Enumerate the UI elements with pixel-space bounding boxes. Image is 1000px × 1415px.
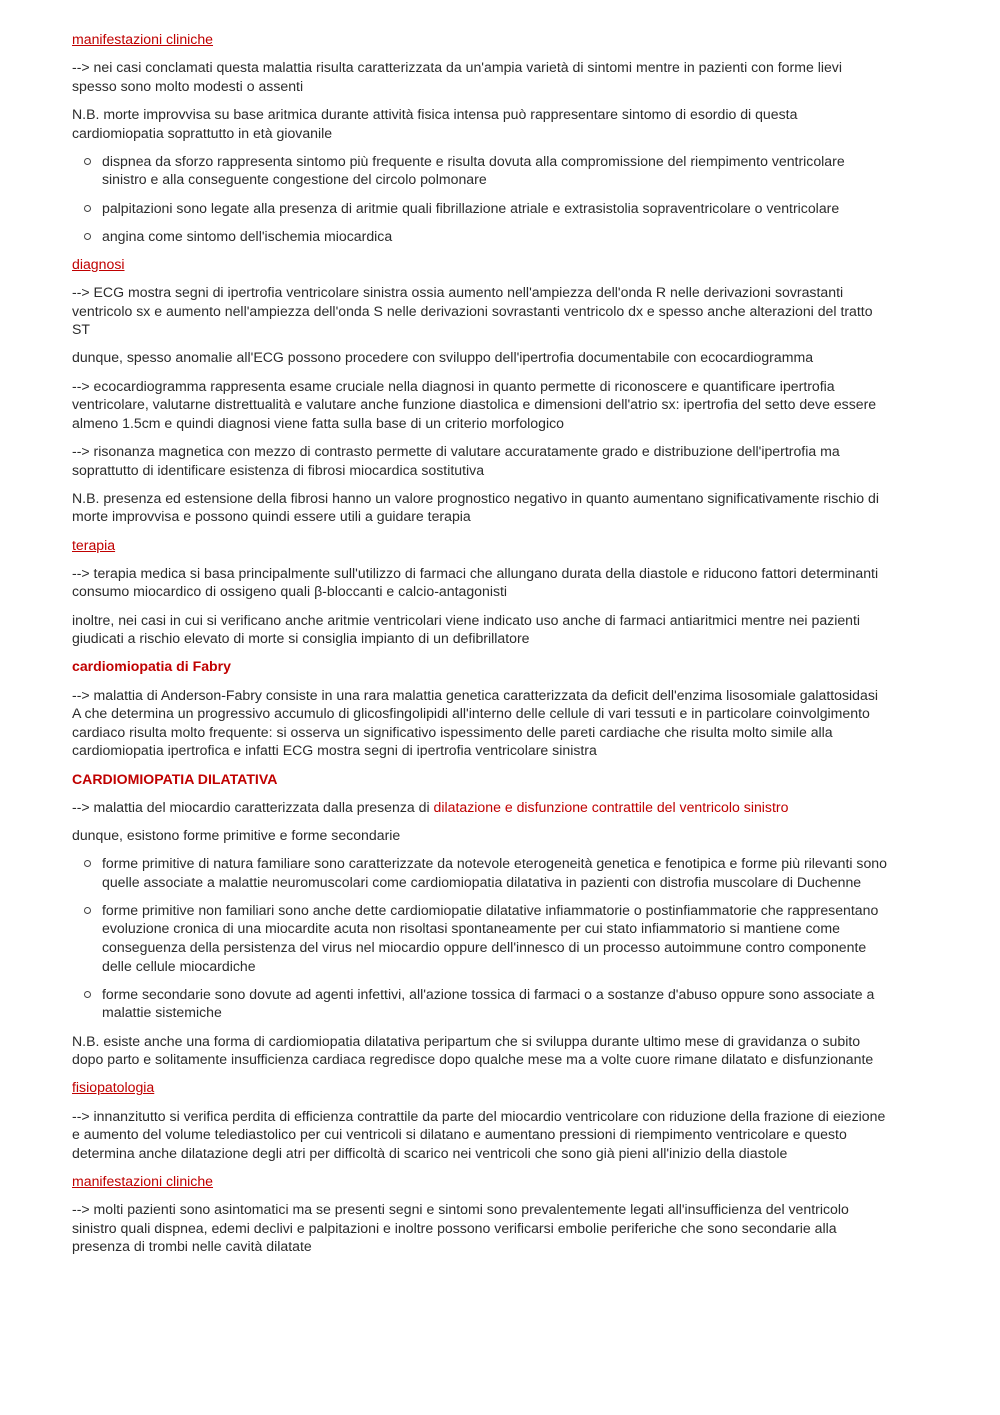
- section-link-manifestazioni-cliniche-2[interactable]: manifestazioni cliniche: [72, 1172, 214, 1189]
- paragraph: dunque, esistono forme primitive e forme secondarie: [72, 826, 401, 843]
- section-link-diagnosi[interactable]: diagnosi: [72, 255, 125, 272]
- paragraph: --> nei casi conclamati questa malattia risulta caratterizzata da un'ampia varietà di sintomi mentre in pazienti con forme lievi spesso sono molto modesti o assenti: [72, 59, 842, 94]
- section-link-fisiopatologia[interactable]: fisiopatologia: [72, 1079, 155, 1096]
- paragraph-note: N.B. esiste anche una forma di cardiomiopatia dilatativa peripartum che si sviluppa durante ultimo mese di gravidanza o subito dopo parto e solitamente insufficienza cardiaca regredisce dopo qualche mese ma a volte cuore rimane dilatato e disfunzionante: [72, 1032, 874, 1068]
- list-item: forme primitive di natura familiare sono caratterizzate da notevole eterogeneità genetica e fenotipica e forme più rilevanti sono quelle associate a malattie neuromuscolari come cardiomiopatia dilatativa in pazienti con distrofia muscolare di Duchenne: [102, 855, 887, 890]
- paragraph-note: N.B. presenza ed estensione della fibrosi hanno un valore prognostico negativo in quanto aumentano significativamente rischio di morte improvvisa e possono quindi essere utili a guidare terapia: [72, 489, 879, 525]
- paragraph: --> malattia di Anderson-Fabry consiste in una rara malattia genetica caratterizzata da deficit dell'enzima lisosomiale galattosidasi A che determina un progressivo accumulo di glicosfingolipidi all'interno delle cellule di vari tessuti e in particolare coinvolgimento cardiaco risulta molto frequente: si osserva un significativo ispessimento delle pareti cardiache che risulta molto simile alla cardiomiopatia ipertrofica e infatti ECG mostra segni di ipertrofia ventricolare sinistra: [72, 686, 879, 759]
- list-item: palpitazioni sono legate alla presenza di aritmie quali fibrillazione atriale e extrasistolia sopraventricolare o ventricolare: [102, 199, 888, 218]
- highlighted-text: dilatazione e disfunzione contrattile del ventricolo sinistro: [433, 798, 789, 815]
- paragraph: --> ecocardiogramma rappresenta esame cruciale nella diagnosi in quanto permette di riconoscere e quantificare ipertrofia ventricolare, valutarne distrettualità e valutare anche funzione diastolica e dimensioni dell'atrio sx: ipertrofia del setto deve essere almeno 1.5cm e quindi diagnosi viene fatta sulla base di un criterio morfologico: [72, 377, 877, 431]
- paragraph: --> ECG mostra segni di ipertrofia ventricolare sinistra ossia aumento nell'ampiezza dell'onda R nelle derivazioni sovrastanti ventricolo sx e aumento nell'ampiezza dell'onda S nelle derivazioni sovrastanti ventricolo dx e spesso anche alterazioni del tratto ST: [72, 284, 873, 338]
- paragraph: inoltre, nei casi in cui si verificano anche aritmie ventricolari viene indicato uso anche di farmaci antiaritmici mentre nei pazienti giudicati a rischio elevato di morte si consiglia impianto di un defibrillatore: [72, 611, 861, 647]
- list-item: angina come sintomo dell'ischemia miocardica: [102, 227, 888, 246]
- paragraph-note: N.B. morte improvvisa su base aritmica durante attività fisica intensa può rappresentare sintomo di esordio di questa cardiomiopatia soprattutto in età giovanile: [72, 105, 798, 141]
- paragraph: --> terapia medica si basa principalmente sull'utilizzo di farmaci che allungano durata della diastole e riducono fattori determinanti consumo miocardico di ossigeno quali β-bloccanti e calcio-antagonisti: [72, 564, 879, 600]
- paragraph: --> innanzitutto si verifica perdita di efficienza contrattile da parte del miocardio ventricolare con riduzione della frazione di eiezione e aumento del volume telediastolico per cui ventricoli si dilatano e aumentano pressioni di riempimento ventricolare e questo determina anche dilatazione degli atri per difficoltà di scarico nei ventricoli che sono già pieni all'inizio della diastole: [72, 1107, 886, 1161]
- symptom-list: [72, 152, 888, 246]
- list-item: dispnea da sforzo rappresenta sintomo più frequente e risulta dovuta alla compromissione del riempimento ventricolare sinistro e alla conseguente congestione del circolo polmonare: [102, 152, 888, 189]
- definition-text: --> malattia del miocardio caratterizzata dalla presenza di: [72, 798, 434, 815]
- section-link-terapia[interactable]: terapia: [72, 536, 116, 553]
- paragraph: --> risonanza magnetica con mezzo di contrasto permette di valutare accuratamente grado e distribuzione dell'ipertrofia ma soprattutto di identificare esistenza di fibrosi miocardica sostitutiva: [72, 443, 840, 478]
- paragraph: dunque, spesso anomalie all'ECG possono procedere con sviluppo dell'ipertrofia documentabile con ecocardiogramma: [72, 349, 814, 366]
- list-item: forme primitive non familiari sono anche dette cardiomiopatie dilatative infiammatorie o postinfiammatorie che rappresentano evoluzione cronica di una miocardite acuta non risoltasi spontaneamente per cui stato infiammatorio si mantiene come conseguenza della persistenza del virus nel miocardio oppure dell'innesco di un processo autoimmune contro componente delle cellule miocardiche: [102, 901, 888, 975]
- heading-cardiomiopatia-dilatativa: CARDIOMIOPATIA DILATATIVA: [72, 770, 278, 787]
- section-link-manifestazioni-cliniche[interactable]: manifestazioni cliniche: [72, 31, 214, 47]
- forms-list: [72, 854, 888, 1022]
- paragraph: --> molti pazienti sono asintomatici ma se presenti segni e sintomi sono prevalentemente legati all'insufficienza del ventricolo sinistro quali dispnea, edemi declivi e palpitazioni e inoltre possono verificarsi embolie periferiche che sono secondarie alla presenza di trombi nelle cavità dilatate: [72, 1201, 849, 1255]
- heading-fabry: cardiomiopatia di Fabry: [72, 658, 231, 675]
- paragraph-definition: [72, 798, 888, 817]
- list-item: forme secondarie sono dovute ad agenti infettivi, all'azione tossica di farmaci o a sostanze d'abuso oppure sono associate a malattie sistemiche: [102, 985, 888, 1022]
